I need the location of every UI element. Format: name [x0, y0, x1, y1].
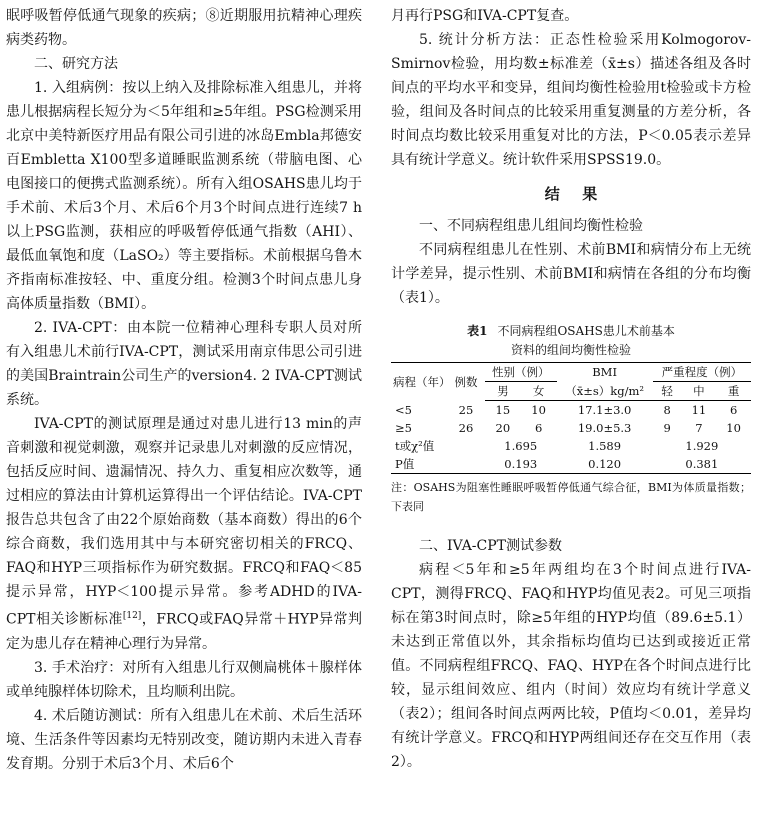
paragraph-iva-cpt-principle: [6, 412, 362, 656]
th-moderate: 中: [682, 382, 717, 401]
cell-stat-severity: 1.929: [685, 439, 719, 453]
th-bmi: BMI: [557, 363, 653, 382]
heading-balance-test: 一、不同病程组患儿组间均衡性检验: [419, 218, 643, 234]
table1-title-line1: 不同病程组OSAHS患儿术前基本: [497, 324, 675, 338]
paragraph-iva-cpt-results: 病程＜5年和≥5年两组均在3个时间点进行IVA-CPT，测得FRCQ、FAQ和HYP均值见表2。可见三项指标在第3时间点时，除≥5年组的HYP均值（89.6±5.1）未达到正常值以外，其余指标均值均已达到或接近正常值。不同病程组FRCQ、FAQ、HYP在各个时间点进行比较，显示组间效应、组内（时间）效应均有统计学意义（表2）；组间各时间点两两比较，P值均＜0.01，差异均有统计学意义。FRCQ和HYP两组间还存在交互作用（表2）。: [391, 562, 751, 770]
cell-male: 15: [495, 403, 511, 417]
cell-stat-label: t或χ²值: [395, 439, 435, 453]
cell-severe: 6: [729, 403, 738, 417]
reference-12[interactable]: [12]: [122, 611, 142, 621]
cell-moderate: 7: [695, 421, 703, 435]
th-male: 男: [485, 382, 521, 401]
table1-caption: [391, 322, 751, 360]
table1-label: 表1: [467, 324, 488, 338]
paragraph-exclusion-end: 眠呼吸暂停低通气现象的疾病；⑧近期服用抗精神心理疾病类药物。: [6, 8, 362, 48]
table-row: [391, 401, 751, 420]
th-course: 病程（年）: [391, 363, 447, 401]
th-sex: 性别（例）: [485, 363, 557, 382]
cell-female: 6: [534, 421, 543, 435]
th-severity: 严重程度（例）: [653, 363, 751, 382]
heading-methods: 二、研究方法: [34, 56, 118, 72]
th-severe: 重: [716, 382, 751, 401]
cell-p-bmi: 0.120: [557, 455, 653, 474]
principle-text-end: ，FRCQ或FAQ异常＋HYP异常判定为患儿存在精神心理行为异常。: [6, 611, 362, 652]
paragraph-followup-end: 月再行PSG和IVA-CPT复查。: [391, 8, 579, 24]
cell-bmi: 19.0±5.3: [577, 421, 632, 435]
right-column: [391, 4, 751, 774]
paragraph-iva-cpt: 2. IVA-CPT：由本院一位精神心理科专职人员对所有入组患儿术前行IVA-CPT，测试采用南京伟思公司引进的美国Braintrain公司生产的version4. 2 IVA-CPT测试系统。: [6, 320, 362, 408]
th-bmi-unit: （x̄±s）kg/m²: [557, 382, 653, 401]
cell-moderate: 11: [691, 403, 707, 417]
cell-severe: 10: [726, 421, 741, 435]
cell-p-sex: 0.193: [485, 455, 557, 474]
cell-female: 10: [531, 403, 546, 417]
table-row-stat: [391, 437, 751, 455]
cell-course: <5: [395, 402, 412, 417]
principle-text: IVA-CPT的测试原理是通过对患儿进行13 min的声音刺激和视觉刺激，观察并记录患儿对刺激的反应情况，包括反应时间、遗漏情况、持久力、重复相应次数等，通过相应的算法由计算机运算得出一个评估结论。IVA-CPT报告总共包含了由22个原始商数（基本商数）得出的6个综合商数，我们选用其中与本研究密切相关的FRCQ、FAQ和HYP三项指标作为研究数据。FRCQ和FAQ＜85提示异常，HYP＜100提示异常。参考ADHD的IVA-CPT相关诊断标准: [6, 416, 362, 628]
cell-n: 26: [458, 421, 474, 435]
paragraph-enrollment: 1. 入组病例：按以上纳入及排除标准入组患儿，并将患儿根据病程长短分为＜5年组和≥5年组。PSG检测采用北京中美特新医疗用品有限公司引进的冰岛Embla邦德安百Embletta X100型多道睡眠监测系统（带脑电图、心电图接口的便携式监测系统）。所有入组OSAHS患儿均于手术前、术后3个月、术后6个月3个时间点进行连续7 h以上PSG监测，获相应的呼吸暂停低通气指数（AHI）、最低血氧饱和度（LaSO₂）等主要指标。术前根据乌鲁木齐指南标准按轻、中、重度分组。检测3个时间点患儿身高体质量指数（BMI）。: [6, 80, 362, 312]
cell-mild: 8: [663, 403, 671, 417]
th-mild: 轻: [653, 382, 682, 401]
cell-stat-sex: 1.695: [504, 439, 538, 453]
th-female: 女: [521, 382, 557, 401]
th-n: 例数: [447, 363, 485, 401]
left-column: [6, 4, 362, 776]
table1-note: 注：OSAHS为阻塞性睡眠呼吸暂停低通气综合征，BMI为体质量指数；下表同: [391, 481, 751, 513]
paragraph-statistics: 5. 统计分析方法：正态性检验采用Kolmogorov-Smirnov检验，用均数±标准差（x̄±s）描述各组及各时间点的平均水平和变异，组间均衡性检验用t检验或卡方检验，组间及各时间点的比较采用重复测量的方差分析，各时间点均数比较采用重复对比的方法，P＜0.05表示差异具有统计学意义。统计软件采用SPSS19.0。: [391, 32, 751, 168]
cell-male: 20: [495, 421, 511, 435]
cell-n: 25: [458, 402, 474, 417]
cell-p-severity: 0.381: [653, 455, 751, 474]
heading-results: 结果: [544, 185, 620, 203]
table-row: [391, 419, 751, 437]
table1-title-line2: 资料的组间均衡性检验: [510, 343, 631, 357]
cell-mild: 9: [663, 421, 671, 435]
table1: [391, 362, 751, 474]
cell-course: ≥5: [395, 421, 412, 435]
table-row-p: [391, 455, 751, 474]
cell-bmi: 17.1±3.0: [577, 403, 632, 417]
cell-p-label: P值: [391, 455, 447, 474]
heading-iva-cpt-params: 二、IVA-CPT测试参数: [419, 538, 563, 554]
paragraph-surgery: 3. 手术治疗：对所有入组患儿行双侧扁桃体＋腺样体或单纯腺样体切除术，且均顺利出院。: [6, 659, 362, 700]
paragraph-followup: 4. 术后随访测试：所有入组患儿在术前、术后生活环境、生活条件等因素均无特别改变，随访期内未进入青春发育期。分别于术后3个月、术后6个: [6, 707, 362, 772]
paragraph-balance: 不同病程组患儿在性别、术前BMI和病情分布上无统计学差异，提示性别、术前BMI和病情在各组的分布均衡（表1）。: [391, 242, 751, 306]
cell-stat-bmi: 1.589: [588, 439, 622, 453]
